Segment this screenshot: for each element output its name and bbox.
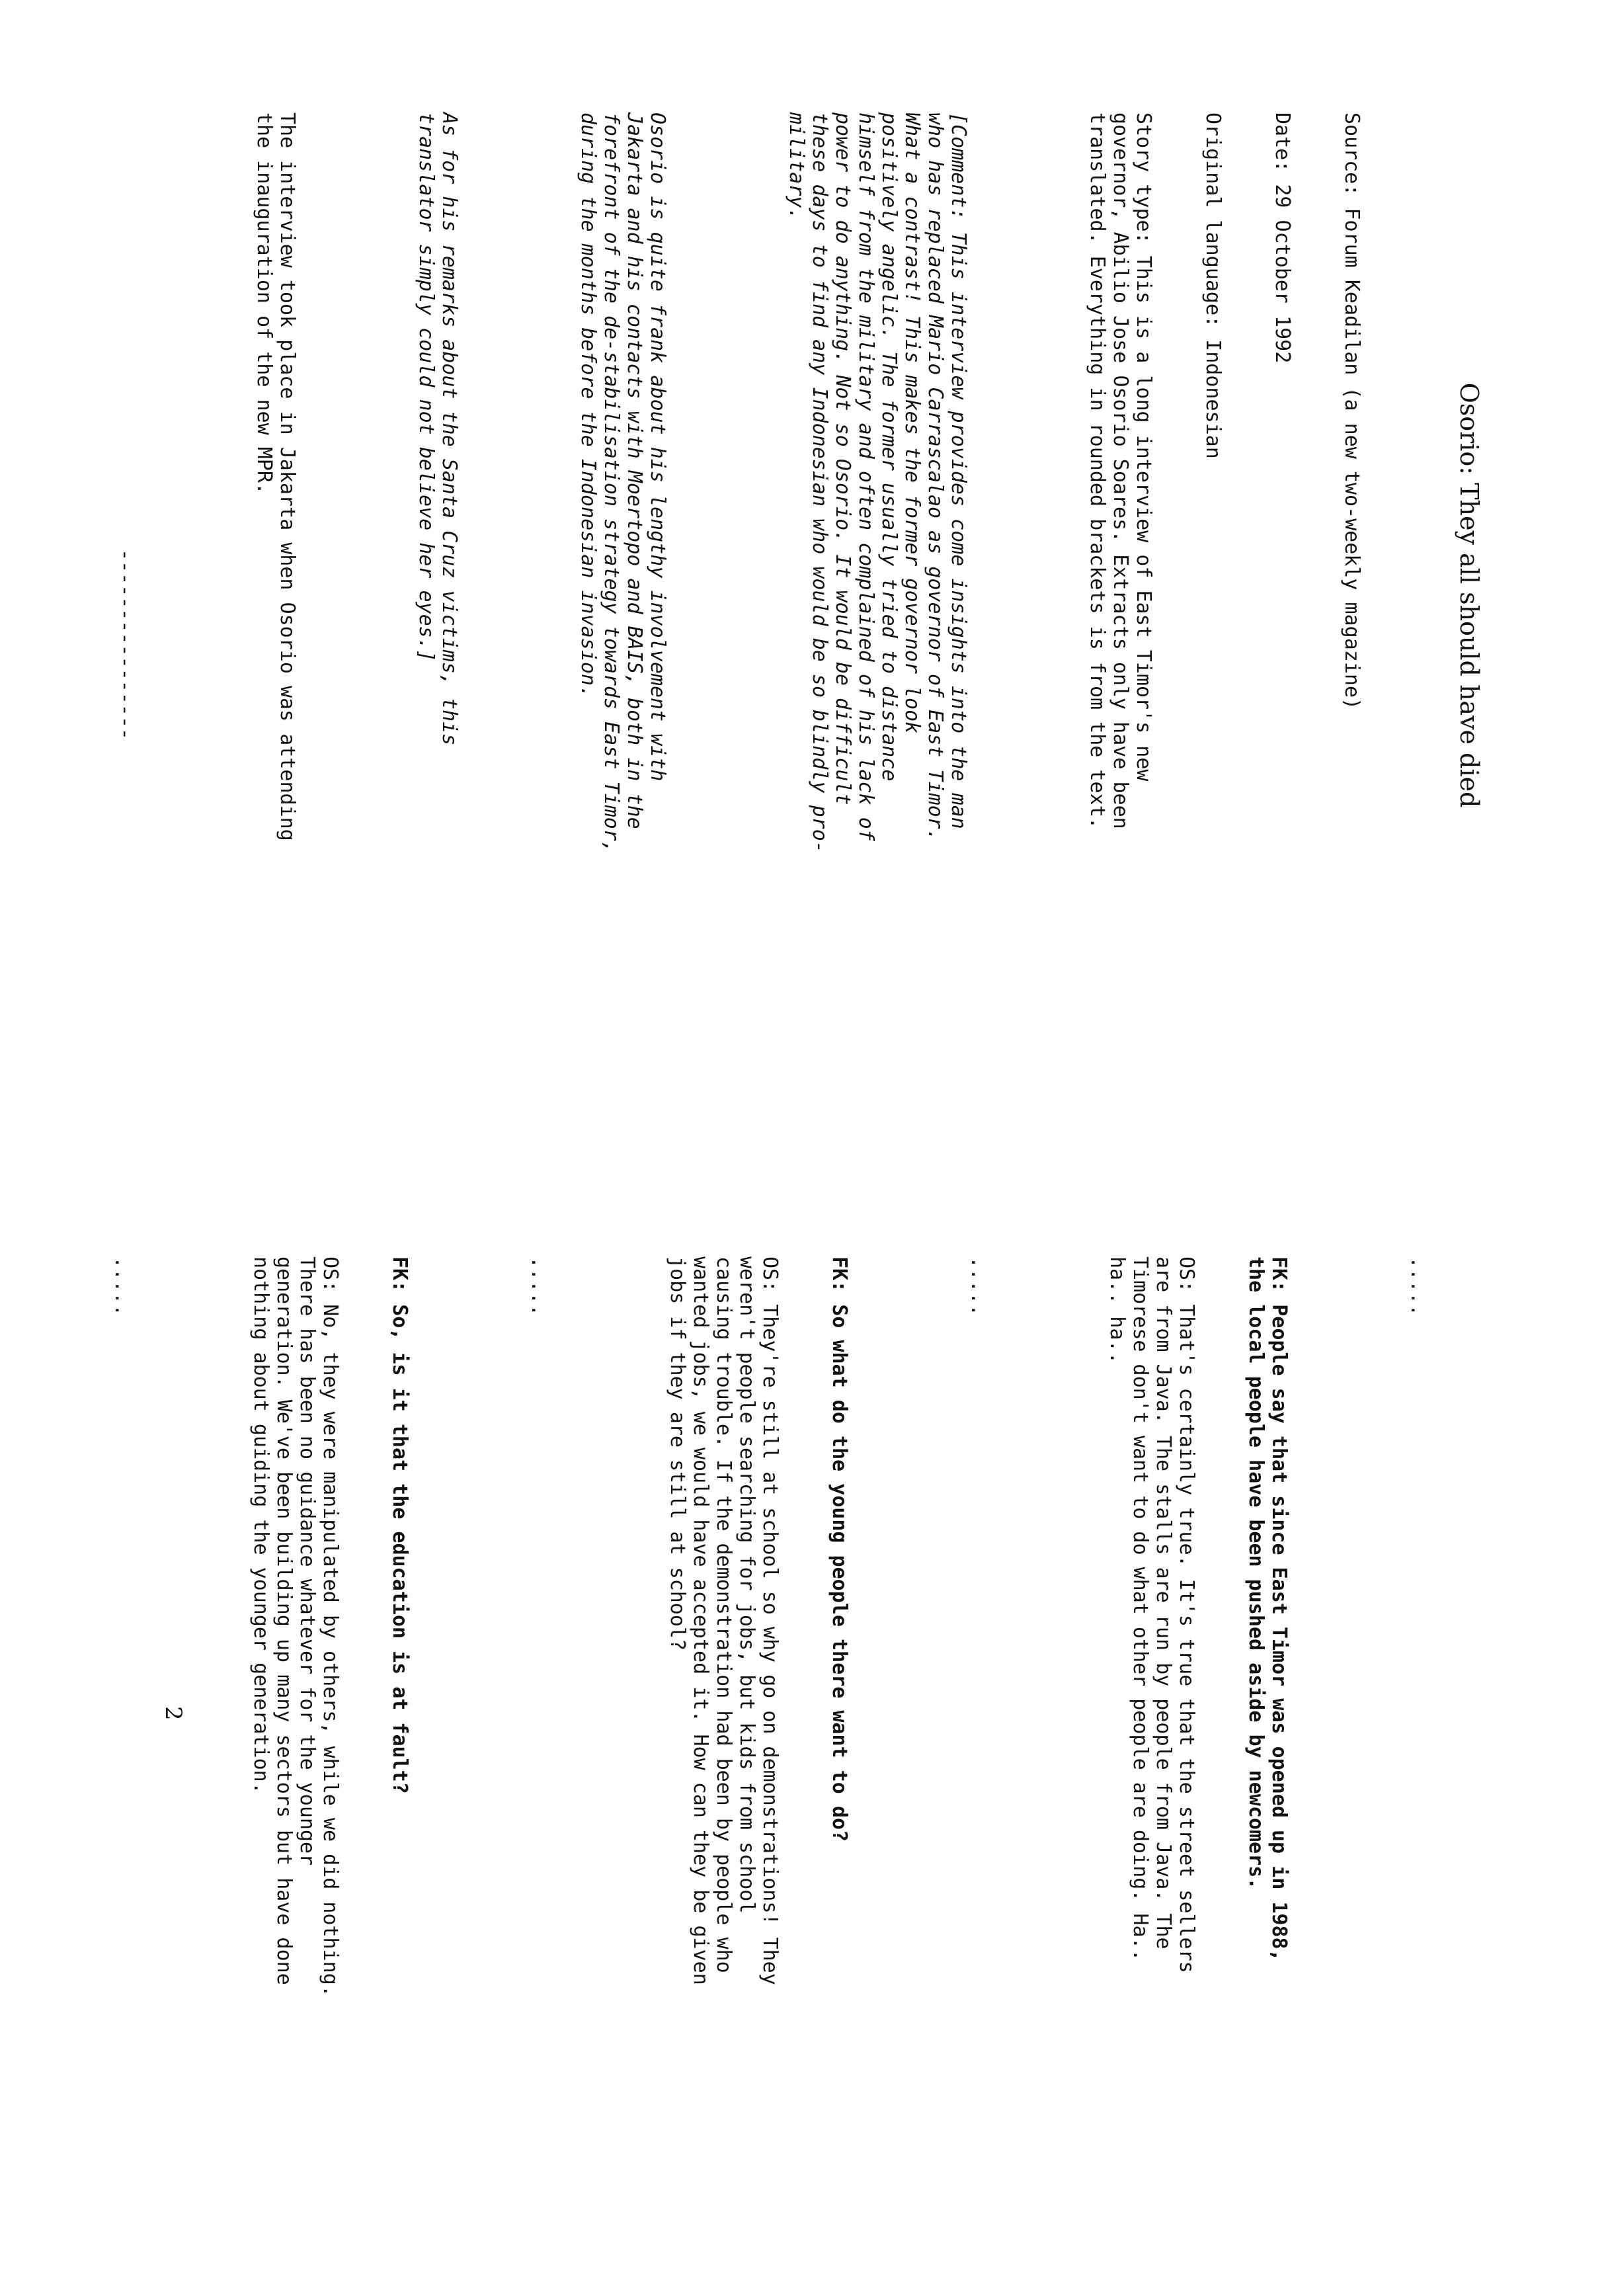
comment-paragraph: As for his remarks about the Santa Cruz victims, this translator simply could not believe her eyes.] [415, 112, 461, 746]
interview-answer: OS: They're still at school so why go on demonstrations! They weren't people searching for jobs, but kids from school causing trouble. If the demonstration had been by people who wanted jobs, we would have accepted it. How can they be given jobs if they are still at school? [666, 1256, 782, 1985]
interview-question: FK: People say that since East Timor was opened up in 1988, the local people have been pushed aside by newcomers. [1244, 1256, 1291, 1961]
section-divider: ---------------- [114, 549, 137, 740]
meta-language: Original language: Indonesian [1201, 112, 1225, 459]
comment-paragraph: [Comment: This interview provides come insights into the man who has replaced Mario Carrascalao as governor of East Timor. What a contrast! This makes the former governor look positively angelic. The former usually tried to distance himself from the military and often complained of his lack of power to do anything. Not so Osorio. It would be difficult these days to find any Indonesian who would be so blindly pro- military. [785, 112, 970, 853]
meta-date: Date: 29 October 1992 [1271, 112, 1294, 364]
left-column [0, 112, 1410, 1078]
interview-answer: OS: No, they were manipulated by others, while we did nothing. There has been no guidance whatever for the younger generation. We've been building up many sectors but have done nothing about guiding the younger generation. [249, 1256, 342, 1997]
page-number: 2 [160, 1706, 186, 1721]
interview-answer: OS: That's certainly true. It's true that the street sellers are from Java. The stalls are run by people from Java. The Timorese don't want to do what other people are doing. Ha.. ha.. ha.. [1106, 1256, 1198, 1973]
ellipsis-marker: ..... [1406, 1256, 1429, 1317]
meta-story-type: Story type: This is a long interview of East Timor's new governor, Abilio Jose Osorio Soares. Extracts only have been translated. Everything in rounded brackets is from the text. [1086, 112, 1155, 829]
ellipsis-marker: ..... [967, 1256, 990, 1317]
interview-context: The interview took place in Jakarta when Osorio was attending the inauguration of the new MPR. [253, 112, 299, 841]
ellipsis-marker: ..... [110, 1256, 134, 1317]
interview-question: FK: So, is it that the education is at fault? [388, 1256, 411, 1794]
comment-paragraph: Osorio is quite frank about his lengthy involvement with Jakarta and his contacts with Moertopo and BAIS, both in the forefront of the de-stabilisation strategy towards East Timor, during the months before the Indonesian invasion. [577, 112, 669, 853]
meta-source: Source: Forum Keadilan (a new two-weekly magazine) [1340, 112, 1363, 710]
article-title: Osorio: They all should have died [1455, 382, 1484, 808]
ellipsis-marker: ..... [527, 1256, 550, 1317]
right-column [0, 1256, 1476, 2262]
interview-question: FK: So what do the young people there want to do? [828, 1256, 851, 1842]
